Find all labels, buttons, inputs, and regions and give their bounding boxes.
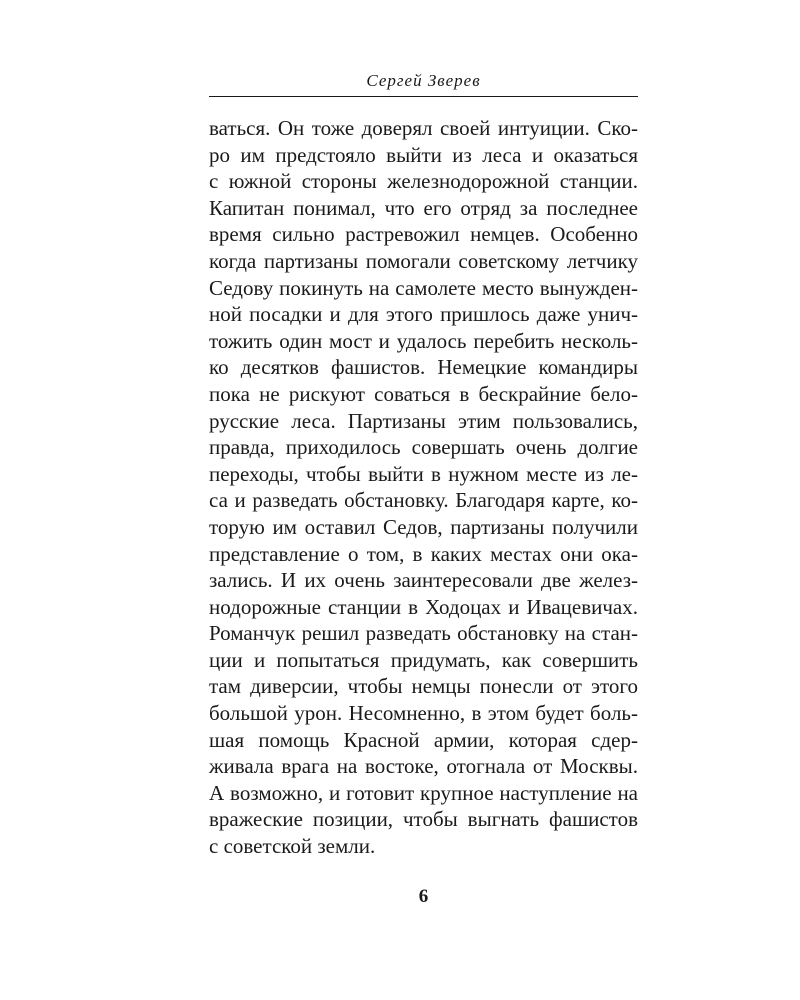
running-head-author: Сергей Зверев [366, 71, 481, 90]
text-line: ции и попытаться придумать, как совершить [209, 647, 638, 672]
text-line: торую им оставил Седов, партизаны получили [209, 514, 638, 539]
text-line: с южной стороны железнодорожной станции. [209, 169, 638, 194]
text-line: ной посадки и для этого пришлось даже унич- [209, 302, 638, 327]
text-line: когда партизаны помогали советскому летчику [209, 248, 638, 273]
text-line: с советской земли. [209, 834, 376, 859]
text-line: А возможно, и готовит крупное наступление на [209, 780, 638, 805]
text-line: русские леса. Партизаны этим пользовались, [209, 408, 638, 433]
text-line: ваться. Он тоже доверял своей интуиции. Ско- [209, 116, 638, 140]
text-line: время сильно растревожил немцев. Особенно [209, 222, 638, 247]
text-line: пока не рискуют соваться в бескрайние бело- [209, 381, 638, 406]
text-line: правда, приходилось совершать очень долгие [209, 435, 638, 460]
text-line: Романчук решил разведать обстановку на стан- [209, 621, 638, 646]
text-line: там диверсии, чтобы немцы понесли от этого [209, 674, 638, 699]
body-text [209, 115, 638, 860]
text-line: шая помощь Красной армии, которая сдер- [209, 727, 638, 752]
text-line: нодорожные станции в Ходоцах и Ивацевичах. [209, 594, 638, 619]
text-line: са и разведать обстановку. Благодаря карте, ко- [209, 488, 638, 513]
text-line: большой урон. Несомненно, в этом будет боль- [209, 701, 638, 726]
header-rule [209, 96, 638, 97]
text-line: тожить один мост и удалось перебить несколь- [209, 328, 638, 353]
text-line: живала врага на востоке, отогнала от Москвы. [209, 754, 638, 779]
text-line: Седову покинуть на самолете место вынужден- [209, 275, 638, 300]
page-number: 6 [418, 886, 429, 907]
text-line: ро им предстояло выйти из леса и оказаться [209, 142, 638, 167]
text-line: вражеские позиции, чтобы выгнать фашистов [209, 807, 638, 832]
text-line: зались. И их очень заинтересовали две желез- [209, 568, 638, 593]
text-line: представление о том, в каких местах они ока- [209, 541, 638, 566]
text-line: Капитан понимал, что его отряд за последнее [209, 195, 638, 220]
text-line: ко десятков фашистов. Немецкие командиры [209, 355, 638, 380]
text-line: переходы, чтобы выйти в нужном месте из ле- [209, 461, 638, 486]
